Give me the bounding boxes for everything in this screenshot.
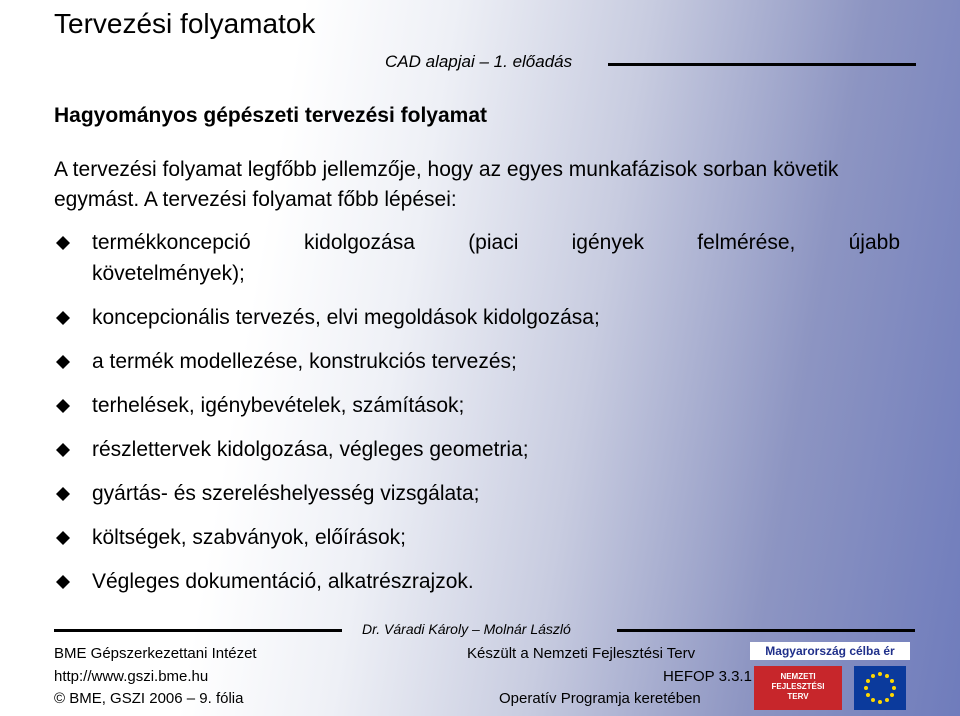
list-item-text: részlettervek kidolgozása, végleges geometria; — [92, 438, 529, 461]
list-item-text: a termék modellezése, konstrukciós tervezés; — [92, 350, 517, 373]
authors: Dr. Váradi Károly – Molnár László — [362, 621, 571, 637]
diamond-bullet-icon — [56, 399, 70, 413]
footer-hefop: HEFOP 3.3.1 — [663, 668, 752, 685]
eu-stars-icon — [854, 666, 906, 710]
diamond-bullet-icon — [56, 531, 70, 545]
list-item-text: gyártás- és szereléshelyesség vizsgálata; — [92, 482, 480, 505]
list-item-text: terhelések, igénybevételek, számítások; — [92, 394, 465, 417]
list-item-text: koncepcionális tervezés, elvi megoldások kidolgozása; — [92, 306, 600, 329]
nft-badge-text: NEMZETI FEJLESZTÉSI TERV — [771, 672, 825, 701]
eu-flag-icon — [854, 666, 906, 710]
footer-url: http://www.gszi.bme.hu — [54, 668, 209, 685]
slide-title: Tervezési folyamatok — [54, 8, 316, 39]
diamond-bullet-icon — [56, 575, 70, 589]
footer-rule-left — [54, 629, 342, 632]
footer-institute: BME Gépszerkezettani Intézet — [54, 645, 257, 662]
footer-copyright: © BME, GSZI 2006 – 9. fólia — [54, 690, 244, 707]
section-title: Hagyományos gépészeti tervezési folyamat — [54, 104, 488, 127]
list-item-text-cont: követelmények); — [92, 262, 245, 285]
diamond-bullet-icon — [56, 487, 70, 501]
list-item — [54, 346, 900, 377]
footer-rule-right — [617, 629, 915, 632]
slide-subtitle: CAD alapjai – 1. előadás — [385, 52, 573, 71]
diamond-bullet-icon — [56, 311, 70, 325]
list-item-text: költségek, szabványok, előírások; — [92, 526, 406, 549]
footer-made-in: Készült a Nemzeti Fejlesztési Terv — [467, 645, 696, 662]
footer-program: Operatív Programja keretében — [499, 690, 701, 707]
logo-headline: Magyarország célba ér — [750, 642, 910, 660]
list-item — [54, 390, 900, 421]
steps-list — [54, 227, 900, 610]
list-item — [54, 302, 900, 333]
diamond-bullet-icon — [56, 355, 70, 369]
list-item — [54, 522, 900, 553]
diamond-bullet-icon — [56, 443, 70, 457]
intro-paragraph: A tervezési folyamat legfőbb jellemzője, hogy az egyes munkafázisok sorban követik egymást. A tervezési folyamat főbb lépései: — [54, 158, 839, 211]
diamond-bullet-icon — [56, 236, 70, 250]
list-item — [54, 227, 900, 289]
nft-logo — [750, 642, 910, 712]
list-item — [54, 434, 900, 465]
header-rule — [608, 63, 916, 66]
list-item-text: termékkoncepció kidolgozása (piaci igények felmérése, újabb — [92, 231, 900, 254]
list-item — [54, 478, 900, 509]
list-item-text: Végleges dokumentáció, alkatrészrajzok. — [92, 570, 474, 593]
list-item — [54, 566, 900, 597]
